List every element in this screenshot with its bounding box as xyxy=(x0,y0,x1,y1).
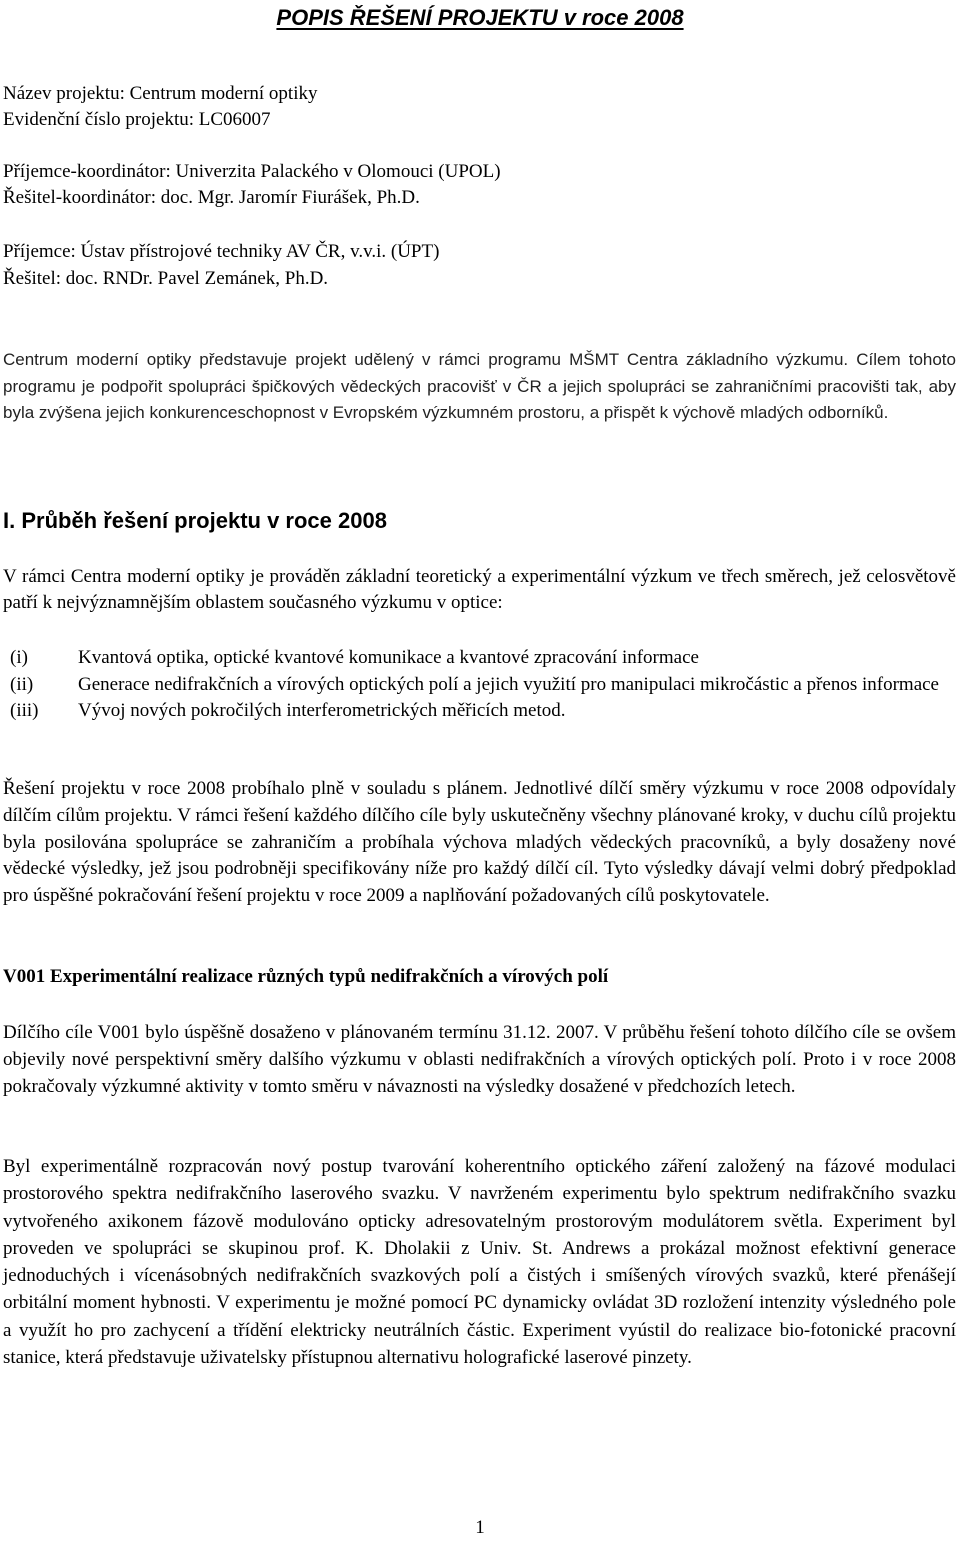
list-item xyxy=(0,698,960,725)
list-item-text: Vývoj nových pokročilých interferometrických měřicích metod. xyxy=(78,700,566,721)
list-item xyxy=(0,672,960,699)
research-directions-list xyxy=(0,645,960,725)
project-number-line: Evidenční číslo projektu: LC06007 xyxy=(3,109,271,130)
v001-paragraph-2: Byl experimentálně rozpracován nový postup tvarování koherentního optického záření založený na fázové modulaci prostorového spektra nedifrakčního laserového svazku. V navrženém experimentu bylo spektrum nedifrakčního svazku vytvořeného axikonem fázově modulováno opticky adresovatelným prostorovým modulátorem světla. Experiment byl proveden ve spolupráci se skupinou prof. K. Dholakii z Univ. St. Andrews a prokázal možnost efektivní generace jednoduchých i vícenásobných nedifrakčních svazkových polí a čistých i smíšených vírových svazků, které přenášejí orbitální moment hybnosti. V experimentu je možné pomocí PC dynamicky ovládat 3D rozložení intenzity výsledného pole a využít ho pro zachycení a třídění elektricky neutrálních částic. Experiment vyústil do realizace bio-fotonické pracovní stanice, která představuje uživatelsky přístupnou alternativu holografické laserové pinzety. xyxy=(3,1156,956,1369)
list-item-text: Kvantová optika, optické kvantové komunikace a kvantové zpracování informace xyxy=(78,647,699,668)
page-number: 1 xyxy=(475,1517,485,1538)
progress-paragraph: Řešení projektu v roce 2008 probíhalo plně v souladu s plánem. Jednotlivé dílčí směry výzkumu v roce 2008 odpovídaly dílčím cílům projektu. V rámci řešení každého dílčího cíle byly uskutečněny všechny plánované kroky, v duchu cílů projektu byla posilována spolupráce se zahraničím a probíhala výchova mladých vědeckých pracovníků, a byly dosaženy nové vědecké výsledky, jež jsou podrobněji specifikovány níže pro každý dílčí cíl. Tyto výsledky dávají velmi dobrý předpoklad pro úspěšné pokračování řešení projektu v roce 2009 a naplňování požadovaných cílů poskytovatele. xyxy=(3,778,956,907)
coordinator-investigator-line: Řešitel-koordinátor: doc. Mgr. Jaromír Fiurášek, Ph.D. xyxy=(3,187,420,208)
section-heading: I. Průběh řešení projektu v roce 2008 xyxy=(3,508,387,533)
document-title: POPIS ŘEŠENÍ PROJEKTU v roce 2008 xyxy=(276,5,684,30)
subsection-heading: V001 Experimentální realizace různých typů nedifrakčních a vírových polí xyxy=(3,966,609,987)
investigator-line: Řešitel: doc. RNDr. Pavel Zemánek, Ph.D. xyxy=(3,268,329,289)
list-marker: (i) xyxy=(10,647,28,668)
list-item-text: Generace nedifrakčních a vírových optických polí a jejich využití pro manipulaci mikročástic a přenos informace xyxy=(78,673,939,695)
list-marker: (ii) xyxy=(10,673,34,695)
recipient-line: Příjemce: Ústav přístrojové techniky AV ČR, v.v.i. (ÚPT) xyxy=(3,241,440,262)
project-name-line: Název projektu: Centrum moderní optiky xyxy=(3,83,318,104)
coordinator-recipient-line: Příjemce-koordinátor: Univerzita Palackého v Olomouci (UPOL) xyxy=(3,161,501,182)
list-marker: (iii) xyxy=(10,700,39,721)
intro-paragraph: Centrum moderní optiky představuje projekt udělený v rámci programu MŠMT Centra základního výzkumu. Cílem tohoto programu je podpořit spolupráci špičkových vědeckých pracovišť v ČR a jejich spolupráci se zahraničními pracovišti tak, aby byla zvýšena jejich konkurenceschopnost v Evropském výzkumném prostoru, a přispět k výchově mladých odborníků. xyxy=(3,350,956,422)
section-intro-paragraph: V rámci Centra moderní optiky je prováděn základní teoretický a experimentální výzkum ve třech směrech, jež celosvětově patří k nejvýznamnějším oblastem současného výzkumu v optice: xyxy=(3,566,956,613)
v001-paragraph-1: Dílčího cíle V001 bylo úspěšně dosaženo v plánovaném termínu 31.12. 2007. V průběhu řešení tohoto dílčího cíle se ovšem objevily nové perspektivní směry dalšího výzkumu v oblasti nedifrakčních a vírových optických polí. Proto i v roce 2008 pokračovaly výzkumné aktivity v tomto směru v návaznosti na výsledky dosažené v předchozích letech. xyxy=(3,1022,956,1097)
list-item xyxy=(0,645,960,672)
